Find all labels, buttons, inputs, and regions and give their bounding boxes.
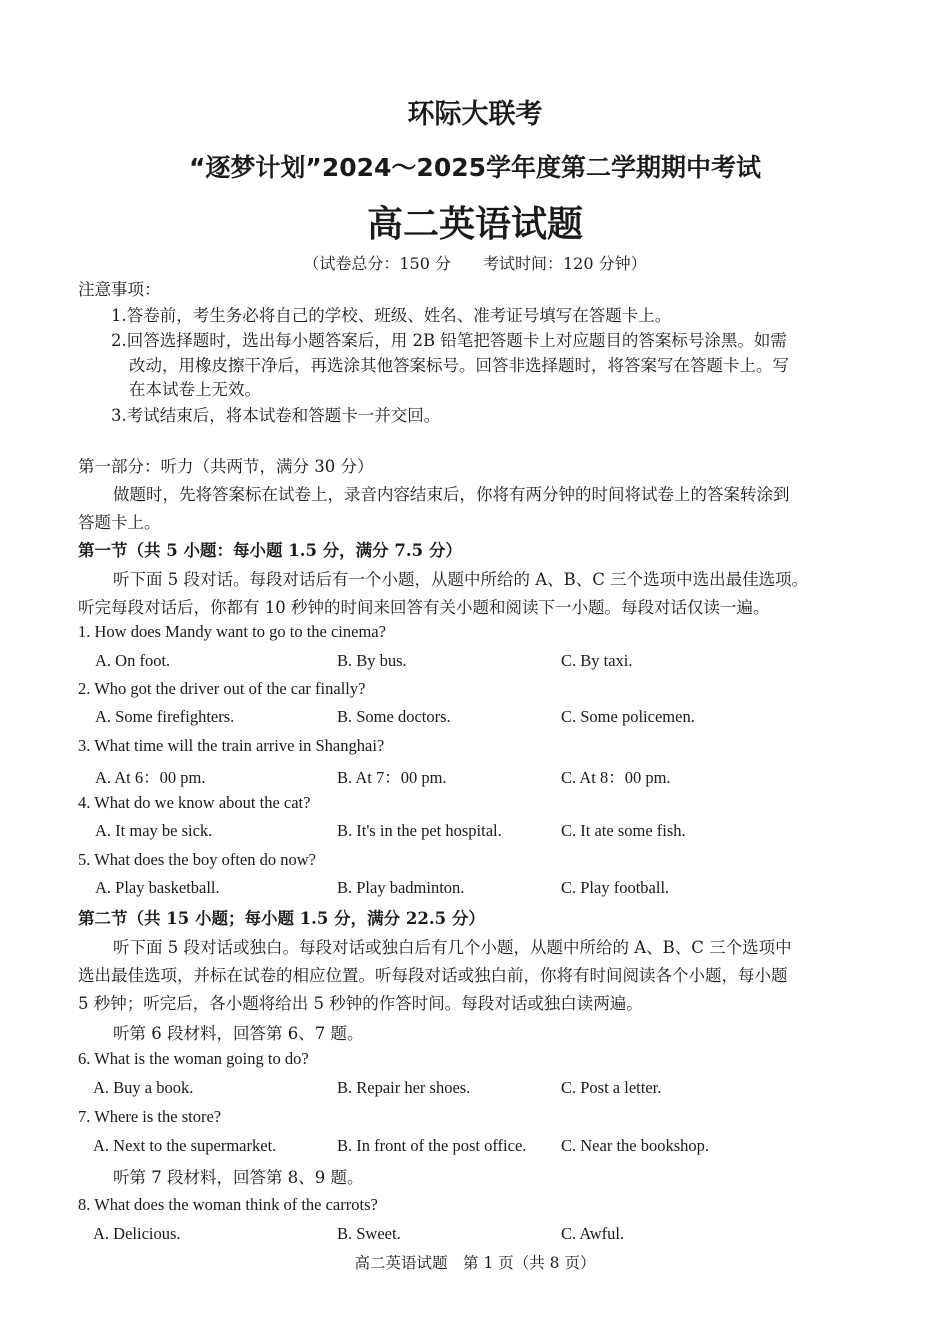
question-4-option-c: C. It ate some fish. bbox=[561, 821, 686, 840]
question-3-option-a: A. At 6：00 pm. bbox=[95, 768, 206, 787]
question-5-stem: 5. What does the boy often do now? bbox=[78, 850, 316, 869]
part1-intro-line-1: 做题时，先将答案标在试卷上，录音内容结束后，你将有两分钟的时间将试卷上的答案转涂到 bbox=[113, 485, 790, 504]
notice-item-2-line-3: 在本试卷上无效。 bbox=[129, 380, 261, 399]
section2-title: 第二节（共 15 小题；每小题 1.5 分，满分 22.5 分） bbox=[78, 909, 485, 928]
notice-item-2-line-1: 2.回答选择题时，选出每小题答案后，用 2B 铅笔把答题卡上对应题目的答案标号涂黑。如需 bbox=[111, 331, 787, 350]
question-3-stem: 3. What time will the train arrive in Shanghai? bbox=[78, 736, 385, 755]
section2-intro-line-3: 5 秒钟；听完后，各小题将给出 5 秒钟的作答时间。每段对话或独白读两遍。 bbox=[78, 994, 643, 1013]
question-1-option-b: B. By bus. bbox=[337, 651, 407, 670]
question-7-stem: 7. Where is the store? bbox=[78, 1107, 222, 1126]
question-1-option-a: A. On foot. bbox=[95, 651, 171, 670]
question-2-option-b: B. Some doctors. bbox=[337, 707, 451, 726]
question-7-option-c: C. Near the bookshop. bbox=[561, 1136, 710, 1155]
question-6-option-c: C. Post a letter. bbox=[561, 1078, 662, 1097]
exam-meta: （试卷总分：150 分 考试时间：120 分钟） bbox=[303, 254, 647, 273]
question-8-option-c: C. Awful. bbox=[561, 1224, 625, 1243]
question-5-option-c: C. Play football. bbox=[561, 878, 670, 897]
question-7-option-a: A. Next to the supermarket. bbox=[93, 1136, 277, 1155]
page-footer: 高二英语试题 第 1 页（共 8 页） bbox=[354, 1254, 596, 1272]
question-1-option-c: C. By taxi. bbox=[561, 651, 633, 670]
section1-intro-line-1: 听下面 5 段对话。每段对话后有一个小题，从题中所给的 A、B、C 三个选项中选出最佳选项。 bbox=[113, 570, 809, 589]
question-4-stem: 4. What do we know about the cat? bbox=[78, 793, 311, 812]
subject-title: 高二英语试题 bbox=[366, 203, 583, 245]
notice-title: 注意事项： bbox=[78, 280, 161, 299]
material-7-label: 听第 7 段材料，回答第 8、9 题。 bbox=[113, 1168, 364, 1187]
question-2-option-c: C. Some policemen. bbox=[561, 707, 695, 726]
question-3-option-b: B. At 7：00 pm. bbox=[337, 768, 447, 787]
question-8-stem: 8. What does the woman think of the carrots? bbox=[78, 1195, 378, 1214]
question-6-option-a: A. Buy a book. bbox=[93, 1078, 194, 1097]
notice-item-3: 3.考试结束后，将本试卷和答题卡一并交回。 bbox=[111, 406, 441, 425]
question-6-stem: 6. What is the woman going to do? bbox=[78, 1049, 309, 1068]
question-5-option-b: B. Play badminton. bbox=[337, 878, 465, 897]
question-4-option-b: B. It's in the pet hospital. bbox=[337, 821, 502, 840]
question-4-option-a: A. It may be sick. bbox=[95, 821, 213, 840]
notice-item-2-line-2: 改动，用橡皮擦干净后，再选涂其他答案标号。回答非选择题时，将答案写在答题卡上。写 bbox=[129, 356, 789, 375]
question-5-option-a: A. Play basketball. bbox=[95, 878, 220, 897]
question-2-stem: 2. Who got the driver out of the car finally? bbox=[78, 679, 366, 698]
question-2-option-a: A. Some firefighters. bbox=[95, 707, 235, 726]
part1-title: 第一部分：听力（共两节，满分 30 分） bbox=[78, 457, 374, 476]
section2-intro-line-2: 选出最佳选项，并标在试卷的相应位置。听每段对话或独白前，你将有时间阅读各个小题，每小题 bbox=[78, 966, 788, 985]
part1-intro-line-2: 答题卡上。 bbox=[78, 513, 161, 532]
question-1-stem: 1. How does Mandy want to go to the cinema? bbox=[78, 622, 386, 641]
notice-item-1: 1.答卷前，考生务必将自己的学校、班级、姓名、准考证号填写在答题卡上。 bbox=[111, 306, 672, 325]
material-6-label: 听第 6 段材料，回答第 6、7 题。 bbox=[113, 1024, 364, 1043]
exam-title: “逐梦计划”2024～2025学年度第二学期期中考试 bbox=[188, 153, 762, 182]
question-3-option-c: C. At 8：00 pm. bbox=[561, 768, 671, 787]
section1-title: 第一节（共 5 小题：每小题 1.5 分，满分 7.5 分） bbox=[78, 541, 462, 560]
question-6-option-b: B. Repair her shoes. bbox=[337, 1078, 471, 1097]
question-8-option-b: B. Sweet. bbox=[337, 1224, 401, 1243]
question-7-option-b: B. In front of the post office. bbox=[337, 1136, 527, 1155]
section2-intro-line-1: 听下面 5 段对话或独白。每段对话或独白后有几个小题，从题中所给的 A、B、C 三个选项中 bbox=[113, 938, 792, 957]
section1-intro-line-2: 听完每段对话后，你都有 10 秒钟的时间来回答有关小题和阅读下一小题。每段对话仅读一遍。 bbox=[78, 598, 770, 617]
exam-organizer: 环际大联考 bbox=[407, 99, 543, 130]
question-8-option-a: A. Delicious. bbox=[93, 1224, 181, 1243]
